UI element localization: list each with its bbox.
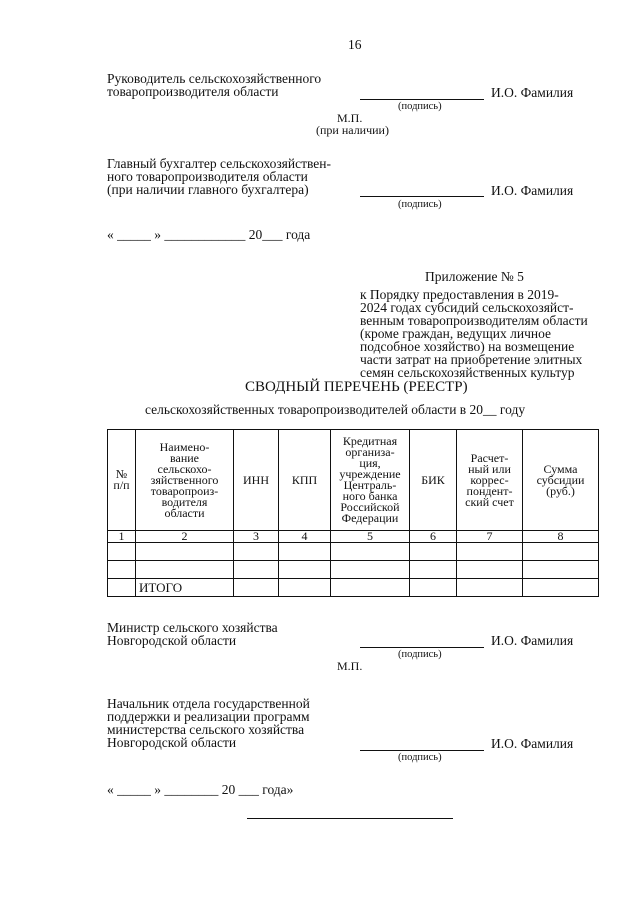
col-header-bik: БИК — [410, 430, 457, 531]
minister-title-line: Министр сельского хозяйства — [107, 620, 278, 635]
column-number: 2 — [136, 531, 234, 543]
table-cell — [410, 543, 457, 561]
appendix-line: 2024 годах субсидий сельскохозяйст- — [360, 300, 574, 315]
appendix-line: венным товаропроизводителям области — [360, 313, 588, 328]
closing-rule — [247, 818, 453, 819]
accountant-sign-caption: (подпись) — [398, 199, 442, 210]
table-cell — [279, 543, 331, 561]
column-number: 4 — [279, 531, 331, 543]
table-cell — [108, 561, 136, 579]
col-header-name: Наимено- вание сельскохо- зяйственного товаропроиз- водителя области — [136, 430, 234, 531]
department-head-name: И.О. Фамилия — [491, 736, 574, 751]
table-total-row — [108, 579, 599, 597]
table-cell — [279, 579, 331, 597]
registry-subtitle: сельскохозяйственных товаропроизводителей области в 20__ году — [145, 402, 526, 417]
minister-sign-caption: (подпись) — [398, 649, 442, 660]
col-header-kpp: КПП — [279, 430, 331, 531]
appendix-text — [360, 288, 588, 379]
head-title — [107, 72, 321, 98]
department-head-title-line: поддержки и реализации программ — [107, 709, 310, 724]
table-cell — [279, 561, 331, 579]
table-header-row — [108, 430, 599, 531]
column-number: 8 — [523, 531, 599, 543]
minister-name: И.О. Фамилия — [491, 633, 574, 648]
minister-signature-line — [360, 647, 484, 648]
column-number: 1 — [108, 531, 136, 543]
column-number: 5 — [331, 531, 410, 543]
accountant-signature-line — [360, 196, 484, 197]
appendix-line: (кроме граждан, ведущих личное — [360, 326, 552, 341]
date-line-2: « _____ » ________ 20 ___ года» — [107, 782, 294, 797]
head-stamp-note: (при наличии) — [316, 123, 389, 137]
table-row — [108, 543, 599, 561]
table-cell — [108, 579, 136, 597]
table-cell — [523, 543, 599, 561]
column-number: 7 — [457, 531, 523, 543]
col-header-account: Расчет- ный или коррес- пондент- ский счет — [457, 430, 523, 531]
table-cell — [234, 579, 279, 597]
accountant-title-line: ного товаропроизводителя области — [107, 169, 308, 184]
table-cell — [523, 579, 599, 597]
page-number: 16 — [348, 37, 362, 52]
appendix-line: к Порядку предоставления в 2019- — [360, 287, 559, 302]
table-cell — [136, 543, 234, 561]
head-stamp: М.П. — [337, 111, 363, 125]
accountant-title-line: (при наличии главного бухгалтера) — [107, 182, 309, 197]
department-head-sign-caption: (подпись) — [398, 752, 442, 763]
date-line-1: « _____ » ____________ 20___ года — [107, 227, 311, 242]
table-cell — [108, 543, 136, 561]
table-cell — [457, 561, 523, 579]
table-cell — [410, 561, 457, 579]
accountant-name: И.О. Фамилия — [491, 183, 574, 198]
column-number: 3 — [234, 531, 279, 543]
registry-title: СВОДНЫЙ ПЕРЕЧЕНЬ (РЕЕСТР) — [245, 379, 468, 395]
table-row — [108, 561, 599, 579]
department-head-title-line: министерства сельского хозяйства — [107, 722, 305, 737]
registry-table — [107, 429, 599, 597]
col-header-number: № п/п — [108, 430, 136, 531]
table-cell — [410, 579, 457, 597]
table-cell — [523, 561, 599, 579]
col-header-amount: Сумма субсидии (руб.) — [523, 430, 599, 531]
accountant-title — [107, 157, 331, 196]
table-cell — [457, 579, 523, 597]
col-header-bank: Кредитная организа- ция, учреждение Централь- ного банка Российской Федерации — [331, 430, 410, 531]
column-number: 6 — [410, 531, 457, 543]
head-sign-caption: (подпись) — [398, 101, 442, 112]
total-label: ИТОГО — [136, 579, 234, 597]
accountant-title-line: Главный бухгалтер сельскохозяйствен- — [107, 156, 332, 171]
table-cell — [234, 543, 279, 561]
department-head-title-line: Начальник отдела государственной — [107, 696, 310, 711]
table-cell — [331, 543, 410, 561]
head-title-line: Руководитель сельскохозяйственного — [107, 71, 322, 86]
department-head-title — [107, 697, 310, 749]
table-cell — [136, 561, 234, 579]
table-cell — [331, 579, 410, 597]
appendix-line: подсобное хозяйство) на возмещение — [360, 339, 575, 354]
minister-title-line: Новгородской области — [107, 633, 237, 648]
table-cell — [457, 543, 523, 561]
minister-title — [107, 621, 278, 647]
department-head-signature-line — [360, 750, 484, 751]
head-signature-line — [360, 99, 484, 100]
appendix-line: семян сельскохозяйственных культур — [360, 365, 575, 380]
department-head-title-line: Новгородской области — [107, 735, 237, 750]
appendix-line: части затрат на приобретение элитных — [360, 352, 583, 367]
head-name: И.О. Фамилия — [491, 85, 574, 100]
table-cell — [331, 561, 410, 579]
table-cell — [234, 561, 279, 579]
column-number-row — [108, 531, 599, 543]
appendix-title: Приложение № 5 — [425, 269, 524, 284]
minister-stamp: М.П. — [337, 659, 363, 673]
head-title-line: товаропроизводителя области — [107, 84, 279, 99]
col-header-inn: ИНН — [234, 430, 279, 531]
